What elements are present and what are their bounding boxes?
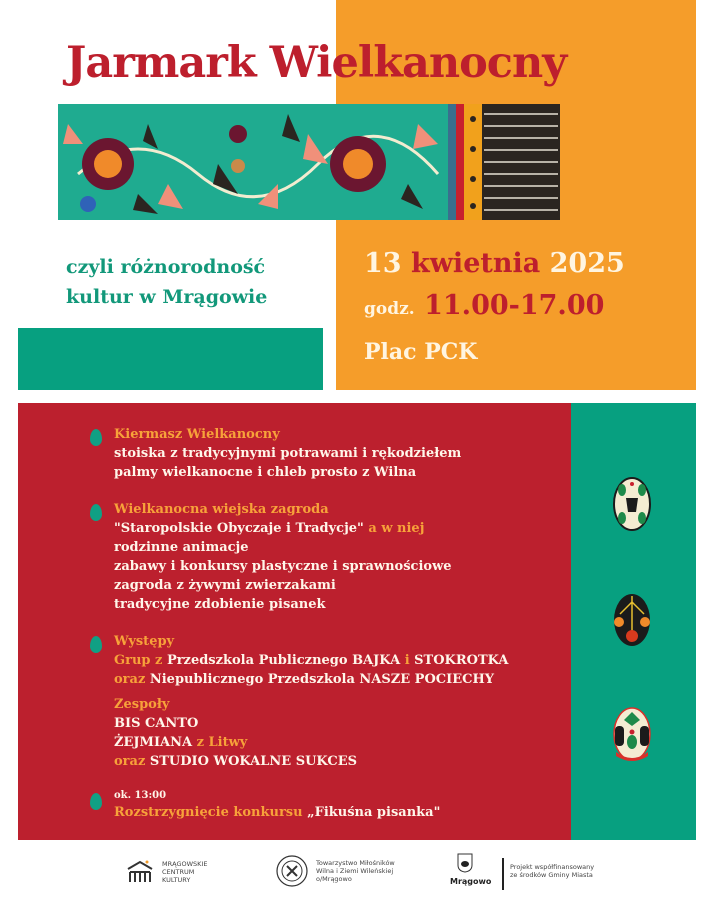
- pisanka-egg-icon: [612, 476, 652, 532]
- program-line: zabawy i konkursy plastyczne i sprawnościowe: [114, 559, 452, 574]
- band-name: STUDIO WOKALNE SUKCES: [149, 754, 358, 769]
- program-heading: Kiermasz Wielkanocny: [114, 427, 280, 442]
- subtitle-line-1: czyli różnorodność: [66, 256, 266, 278]
- footer-divider: [502, 858, 504, 890]
- event-hours: [364, 290, 604, 321]
- date-year: 2025: [549, 248, 625, 279]
- logo-line: CENTRUM: [162, 868, 195, 876]
- hours-value: 11.00-17.00: [424, 290, 605, 321]
- text-span: z Litwy: [192, 735, 248, 750]
- program-line: [114, 651, 558, 670]
- hours-label: godz.: [364, 299, 415, 319]
- program-line: palmy wielkanocne i chleb prosto z Wilna: [114, 465, 417, 480]
- egg-bullet-icon: [90, 504, 102, 521]
- quote-text: "Staropolskie Obyczaje i Tradycje": [114, 521, 364, 536]
- program-line: [114, 670, 558, 689]
- program-item-fair: [88, 425, 558, 482]
- pisanka-egg-icon: [612, 706, 652, 762]
- teal-accent-block: [18, 328, 323, 390]
- subtitle: [66, 252, 267, 312]
- egg-bullet-icon: [90, 429, 102, 446]
- mck-logo-text: [162, 860, 207, 884]
- contest-time: ok. 13:00: [114, 790, 167, 801]
- text-span: oraz: [114, 672, 150, 687]
- logo-line: Towarzystwo Miłośników: [316, 859, 395, 867]
- program-line: [114, 803, 558, 822]
- quote-suffix: a w niej: [363, 521, 425, 536]
- text-span: STOKROTKA: [414, 653, 509, 668]
- logo-line: o/Mrągowo: [316, 875, 352, 883]
- tmw-logo-text: [316, 859, 395, 883]
- program-line: tradycyjne zdobienie pisanek: [114, 597, 326, 612]
- footer-logos: [0, 850, 720, 900]
- text-span: oraz: [114, 754, 150, 769]
- program-line: [114, 752, 558, 771]
- program-line: [114, 733, 558, 752]
- subtitle-line-2: kultur w Mrągowie: [66, 286, 268, 308]
- folk-embroidery-banner: [58, 104, 560, 220]
- band-name: BIS CANTO: [114, 716, 199, 731]
- egg-bullet-icon: [90, 636, 102, 653]
- tmw-seal-icon: [276, 855, 308, 887]
- mck-building-icon: [127, 860, 153, 884]
- text-span: i: [404, 653, 415, 668]
- program-heading: Występy: [114, 634, 175, 649]
- program-line: [114, 519, 558, 538]
- program-line: rodzinne animacje: [114, 540, 249, 555]
- program-item-contest: [88, 789, 558, 822]
- program-heading: Rozstrzygnięcie konkursu: [114, 805, 308, 820]
- logo-line: KULTURY: [162, 876, 191, 884]
- event-date: [364, 248, 625, 279]
- egg-bullet-icon: [90, 793, 102, 810]
- text-span: Grup z: [114, 653, 167, 668]
- program-subheading: Zespoły: [114, 697, 170, 712]
- quote-text: „Fikuśna pisanka": [307, 805, 441, 820]
- program-list: [88, 425, 558, 840]
- program-line: zagroda z żywymi zwierzakami: [114, 578, 336, 593]
- logo-line: ze środków Gminy Miasta: [510, 871, 593, 879]
- mragowo-label: Mrągowo: [450, 877, 492, 886]
- poster-title: Jarmark Wielkanocny: [66, 38, 567, 88]
- text-span: Przedszkola Publicznego BAJKA: [166, 653, 405, 668]
- program-item-farm: [88, 500, 558, 614]
- program-item-performances: [88, 632, 558, 771]
- program-heading: Wielkanocna wiejska zagroda: [114, 502, 329, 517]
- text-span: Niepublicznego Przedszkola NASZE POCIECHY: [149, 672, 495, 687]
- date-month: kwietnia: [410, 248, 541, 279]
- band-name: ŻEJMIANA: [114, 735, 193, 750]
- logo-line: Projekt współfinansowany: [510, 863, 595, 871]
- pisanka-egg-icon: [612, 592, 652, 648]
- logo-line: Wilna i Ziemi Wileńskiej: [316, 867, 394, 875]
- logo-line: MRĄGOWSKIE: [162, 860, 208, 868]
- mragowo-coat-of-arms-icon: [457, 853, 473, 873]
- funding-text: [510, 863, 594, 879]
- program-line: stoiska z tradycyjnymi potrawami i rękodziełem: [114, 446, 462, 461]
- event-place: Plac PCK: [364, 339, 478, 365]
- date-day: 13: [364, 248, 402, 279]
